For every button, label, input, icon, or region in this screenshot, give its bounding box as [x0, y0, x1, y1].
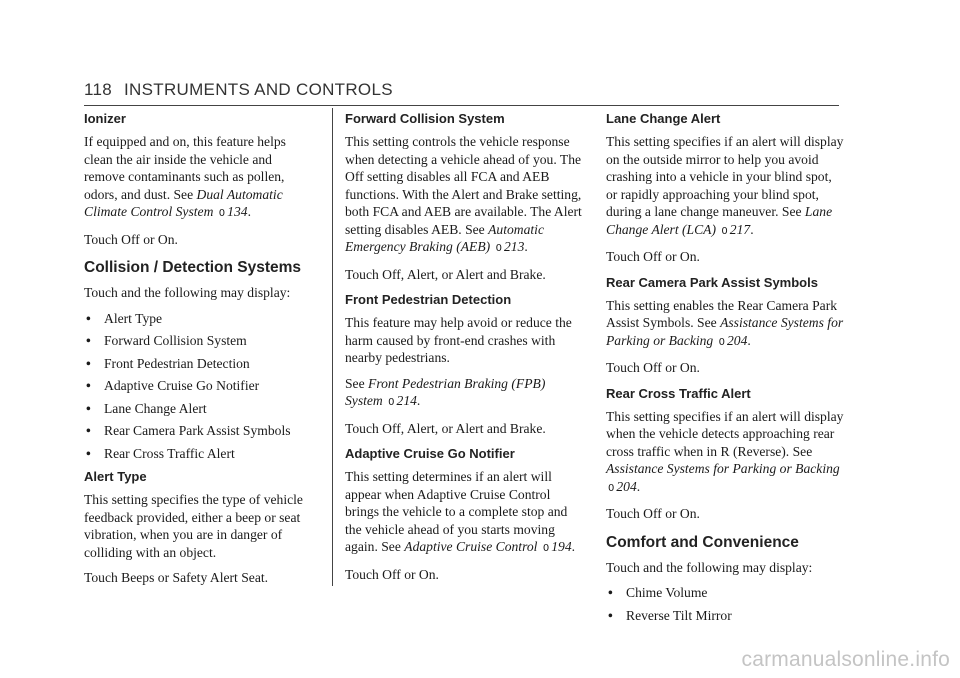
list-collision	[84, 310, 316, 463]
heading-rcta: Rear Cross Traffic Alert	[606, 385, 751, 401]
list-item: • Rear Camera Park Assist Symbols	[86, 423, 291, 438]
heading-collision: Collision / Detection Systems	[84, 259, 302, 276]
column-1	[84, 110, 316, 595]
ref-page-lca[interactable]: 217	[729, 221, 751, 237]
heading-lca: Lane Change Alert	[606, 111, 721, 126]
para-alert-type: This setting specifies the type of vehicle feedback provided, either a beep or seat vibration, when you are in danger of colliding with an object.	[84, 492, 303, 560]
intro-collision: Touch and the following may display:	[84, 285, 291, 300]
watermark: carmanualsonline.info	[741, 648, 950, 671]
ref-page-parking-2[interactable]: 204	[616, 478, 637, 494]
heading-acgn: Adaptive Cruise Go Notifier	[345, 446, 515, 461]
list-item: • Front Pedestrian Detection	[86, 355, 250, 371]
list-item: • Reverse Tilt Mirror	[608, 607, 732, 623]
page-number: 118	[84, 80, 113, 99]
heading-rcpas: Rear Camera Park Assist Symbols	[606, 274, 818, 290]
page-ref-arrow-icon: 0	[218, 208, 226, 219]
list-item: • Adaptive Cruise Go Notifier	[86, 378, 260, 393]
heading-ionizer: Ionizer	[84, 111, 126, 126]
touch-ionizer: Touch Off or On.	[84, 231, 178, 247]
bullet-icon: •	[86, 355, 91, 371]
see-fpd: See Front Pedestrian Braking (FPB) System 0 214.	[345, 375, 546, 408]
page-ref-arrow-icon: 0	[608, 482, 615, 494]
bullet-icon: •	[608, 585, 613, 600]
bullet-icon: •	[86, 333, 91, 348]
ref-page-acc[interactable]: 194	[551, 539, 572, 554]
bullet-icon: •	[86, 310, 91, 326]
ref-link-climate[interactable]: Dual Automatic Climate Control System	[84, 186, 283, 219]
ref-link-parking-2[interactable]: Assistance Systems for Parking or Backing	[606, 461, 840, 476]
bullet-icon: •	[608, 607, 613, 623]
para-rcta: This setting specifies if an alert will display when the vehicle detects approaching rear cross traffic when in R (Reverse). See Assistance Systems for Parking or Backing 0 204.	[606, 408, 844, 494]
list-item: • Forward Collision System	[86, 333, 247, 348]
touch-acgn: Touch Off or On.	[345, 566, 439, 582]
list-item: • Alert Type	[86, 310, 163, 326]
intro-comfort: Touch and the following may display:	[606, 559, 813, 575]
column-divider	[332, 108, 333, 586]
ref-link-fpb[interactable]: Front Pedestrian Braking (FPB) System	[345, 375, 546, 408]
touch-rcta: Touch Off or On.	[606, 506, 700, 521]
ref-link-acc[interactable]: Adaptive Cruise Control	[404, 539, 538, 554]
touch-alert-type: Touch Beeps or Safety Alert Seat.	[84, 570, 269, 585]
page-ref-arrow-icon: 0	[388, 397, 395, 408]
column-3	[606, 110, 846, 630]
ref-page-parking[interactable]: 204	[727, 332, 748, 348]
para-fpd: This feature may help avoid or reduce the harm caused by front-end crashes with nearby pedestrians.	[345, 315, 572, 365]
touch-lca: Touch Off or On.	[606, 249, 700, 264]
list-comfort	[606, 584, 846, 624]
para-rcpas: This setting enables the Rear Camera Park Assist Symbols. See Assistance Systems for Parking or Backing 0 204.	[606, 297, 844, 348]
para-ionizer: If equipped and on, this feature helps clean the air inside the vehicle and remove contaminants such as pollen, odors, and dust. See Dual Automatic Climate Control System 0 134.	[84, 134, 286, 219]
list-item: • Lane Change Alert	[86, 400, 207, 416]
para-fcs: This setting controls the vehicle response when detecting a vehicle ahead of you. The Off setting disables all FCA and AEB functions. With the Alert and Brake setting, both FCA and AEB are available. The Alert setting disables AEB. See Automatic Emergency Braking (AEB) 0 213.	[345, 134, 582, 254]
bullet-icon: •	[86, 400, 91, 416]
heading-comfort: Comfort and Convenience	[606, 533, 799, 551]
bullet-icon: •	[86, 378, 91, 393]
ref-link-aeb[interactable]: Automatic Emergency Braking (AEB)	[345, 221, 544, 254]
list-item: • Chime Volume	[608, 585, 708, 600]
column-2	[345, 110, 583, 591]
heading-fcs: Forward Collision System	[345, 111, 505, 126]
bullet-icon: •	[86, 423, 91, 438]
header-rule	[84, 105, 839, 106]
touch-fpd: Touch Off, Alert, or Alert and Brake.	[345, 420, 546, 436]
heading-alert-type: Alert Type	[84, 469, 147, 484]
page-ref-arrow-icon: 0	[718, 336, 725, 348]
para-lca: This setting specifies if an alert will display on the outside mirror to help you avoid crashing into a vehicle in your blind spot, or rapidly approaching your blind spot, during a lane change maneuver. See Lane Change Alert (LCA) 0 217.	[606, 134, 844, 237]
page-header	[84, 80, 393, 100]
page-ref-arrow-icon: 0	[495, 243, 502, 254]
ref-link-parking[interactable]: Assistance Systems for Parking or Backing	[606, 315, 844, 348]
heading-fpd: Front Pedestrian Detection	[345, 292, 512, 307]
ref-link-lca[interactable]: Lane Change Alert (LCA)	[606, 204, 833, 237]
ref-page-climate[interactable]: 134	[227, 204, 248, 219]
section-title: INSTRUMENTS AND CONTROLS	[124, 80, 393, 99]
page-ref-arrow-icon: 0	[721, 225, 728, 237]
bullet-icon: •	[86, 445, 91, 461]
list-item: • Rear Cross Traffic Alert	[86, 445, 235, 461]
touch-rcpas: Touch Off or On.	[606, 360, 700, 375]
ref-page-aeb[interactable]: 213	[503, 239, 525, 254]
ref-page-fpb[interactable]: 214	[396, 393, 417, 408]
para-acgn: This setting determines if an alert will appear when Adaptive Cruise Control brings the vehicle to a complete stop and the vehicle ahead of you starts moving again. See Adaptive Cruise Control 0 194.	[345, 469, 576, 554]
touch-fcs: Touch Off, Alert, or Alert and Brake.	[345, 266, 546, 282]
page-ref-arrow-icon: 0	[542, 543, 550, 554]
